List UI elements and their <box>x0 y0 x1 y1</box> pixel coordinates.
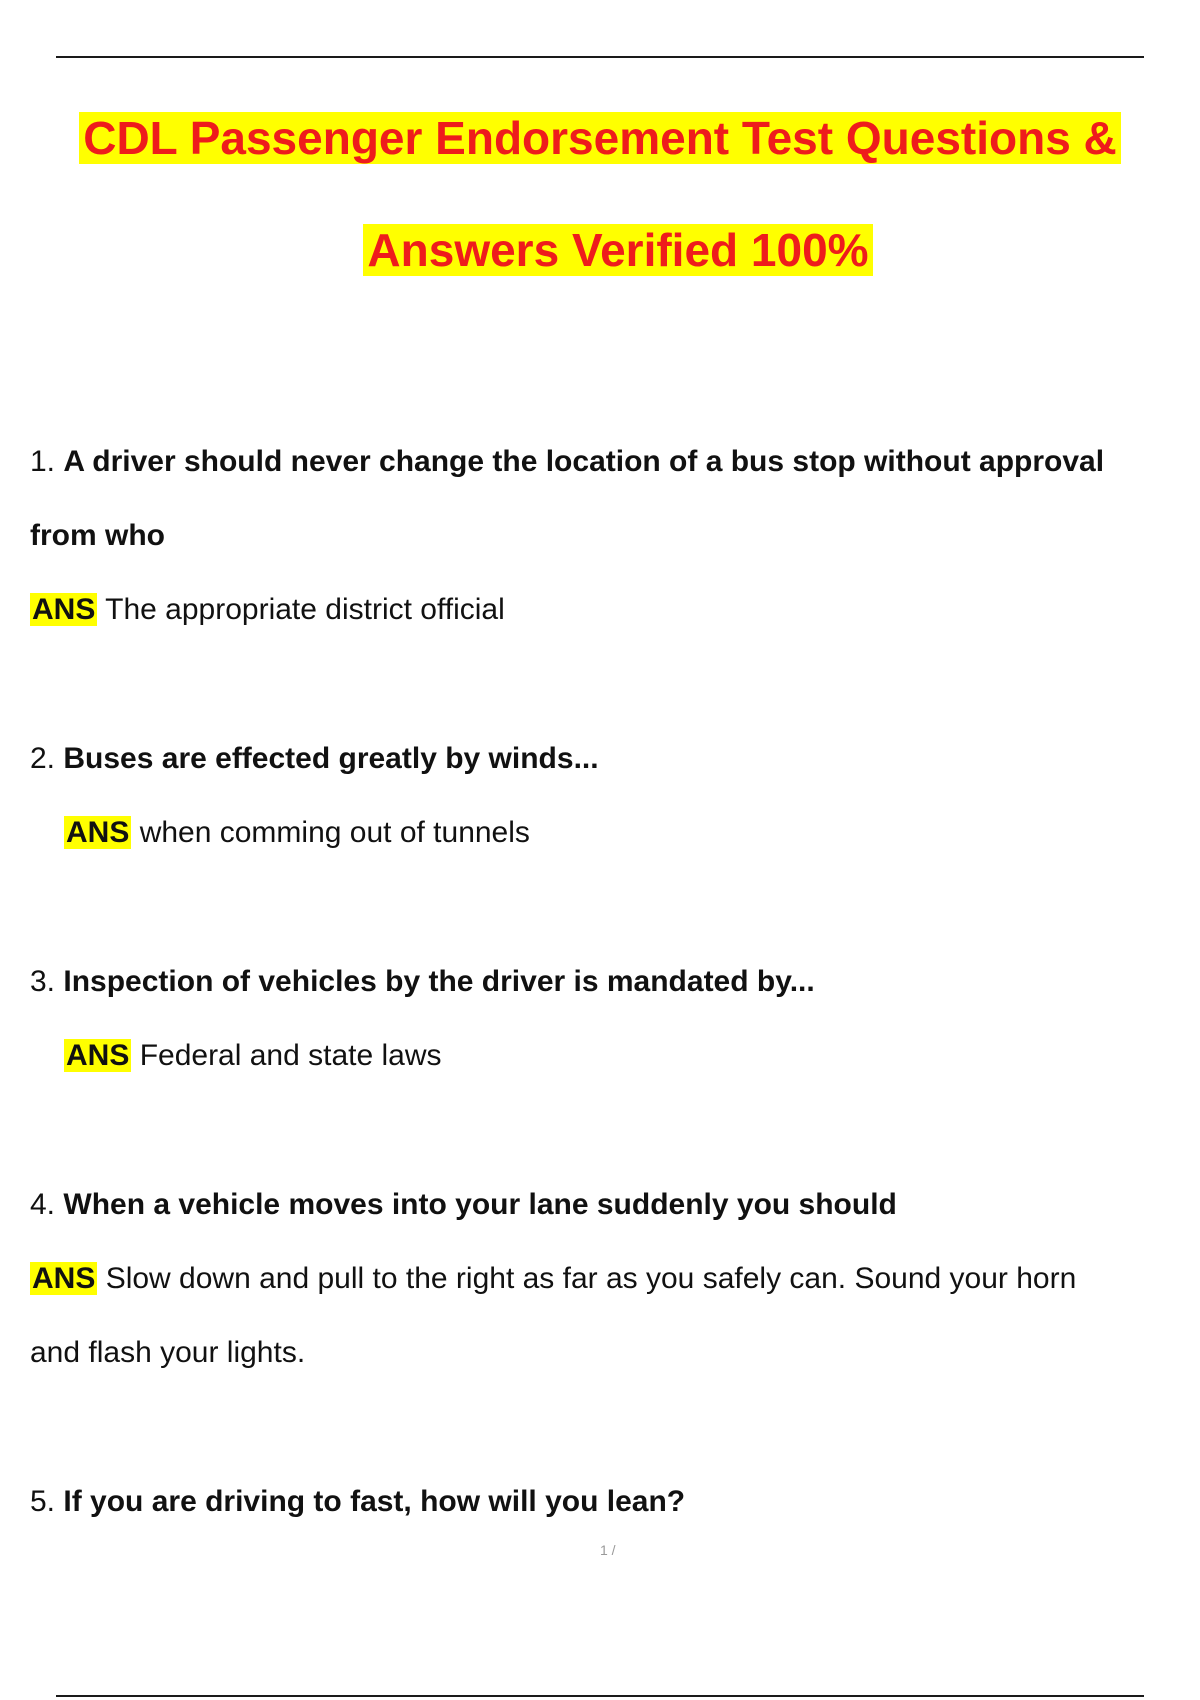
question-text: from who <box>30 519 165 552</box>
ans-label: ANS <box>66 816 130 849</box>
question-1-continued <box>30 516 165 556</box>
answer-4 <box>30 1259 1076 1299</box>
answer-4-continued <box>30 1333 305 1373</box>
question-number: 5. <box>30 1485 56 1518</box>
question-3 <box>30 962 815 1002</box>
question-4 <box>30 1185 897 1225</box>
question-number: 2. <box>30 742 56 775</box>
bottom-divider <box>56 1695 1144 1697</box>
ans-label: ANS <box>32 1262 96 1295</box>
answer-text: when comming out of tunnels <box>139 816 530 849</box>
document-title-line-2 <box>18 222 1200 278</box>
answer-text: Federal and state laws <box>139 1039 442 1072</box>
question-2 <box>30 739 599 779</box>
answer-1 <box>30 590 505 630</box>
answer-text: Slow down and pull to the right as far as you safely can. Sound your horn <box>105 1262 1077 1295</box>
question-number: 1. <box>30 445 56 478</box>
document-title-line-1 <box>0 110 1200 166</box>
page-number: 1 / <box>600 1542 616 1558</box>
question-text: Buses are effected greatly by winds... <box>63 742 599 775</box>
question-text: When a vehicle moves into your lane suddenly you should <box>63 1188 897 1221</box>
answer-text: The appropriate district official <box>105 593 505 626</box>
answer-text: and flash your lights. <box>30 1336 306 1369</box>
ans-label: ANS <box>66 1039 130 1072</box>
title-highlight-2: Answers Verified 100% <box>363 224 872 276</box>
answer-3 <box>64 1036 442 1076</box>
top-divider <box>56 56 1144 58</box>
ans-label: ANS <box>32 593 96 626</box>
question-text: Inspection of vehicles by the driver is mandated by... <box>63 965 815 998</box>
question-number: 4. <box>30 1188 56 1221</box>
question-5 <box>30 1482 685 1522</box>
question-number: 3. <box>30 965 56 998</box>
title-highlight-1: CDL Passenger Endorsement Test Questions & <box>79 112 1121 164</box>
answer-2 <box>64 813 530 853</box>
question-text: A driver should never change the location of a bus stop without approval <box>63 445 1105 478</box>
question-1 <box>30 442 1104 482</box>
question-text: If you are driving to fast, how will you lean? <box>63 1485 686 1518</box>
